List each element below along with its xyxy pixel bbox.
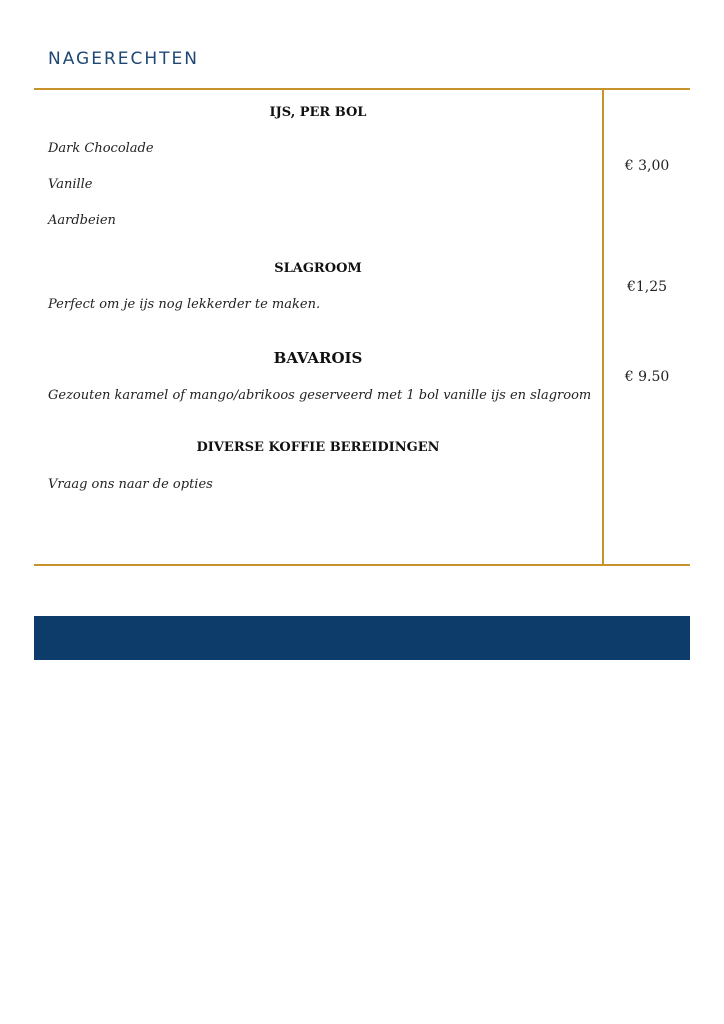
- price-label: € 3,00: [624, 158, 670, 174]
- section-heading: BAVAROIS: [273, 349, 363, 367]
- section-heading: DIVERSE KOFFIE BEREIDINGEN: [196, 440, 440, 455]
- section-heading: IJS, PER BOL: [269, 105, 367, 120]
- bottom-rule: [34, 564, 690, 566]
- menu-item: Perfect om je ijs nog lekkerder te maken.: [48, 297, 321, 312]
- menu-item: Gezouten karamel of mango/abrikoos geserveerd met 1 bol vanille ijs en slagroom: [48, 388, 592, 403]
- menu-item: Dark Chocolade: [48, 141, 154, 156]
- footer-band: [34, 616, 690, 660]
- price-label: €1,25: [626, 279, 668, 295]
- menu-item: Vraag ons naar de opties: [48, 477, 213, 492]
- menu-item: Vanille: [48, 177, 93, 192]
- top-rule: [34, 88, 690, 90]
- section-heading: SLAGROOM: [274, 261, 362, 276]
- page-title: NAGERECHTEN: [48, 49, 200, 69]
- menu-item: Aardbeien: [48, 213, 116, 228]
- price-label: € 9.50: [624, 369, 670, 385]
